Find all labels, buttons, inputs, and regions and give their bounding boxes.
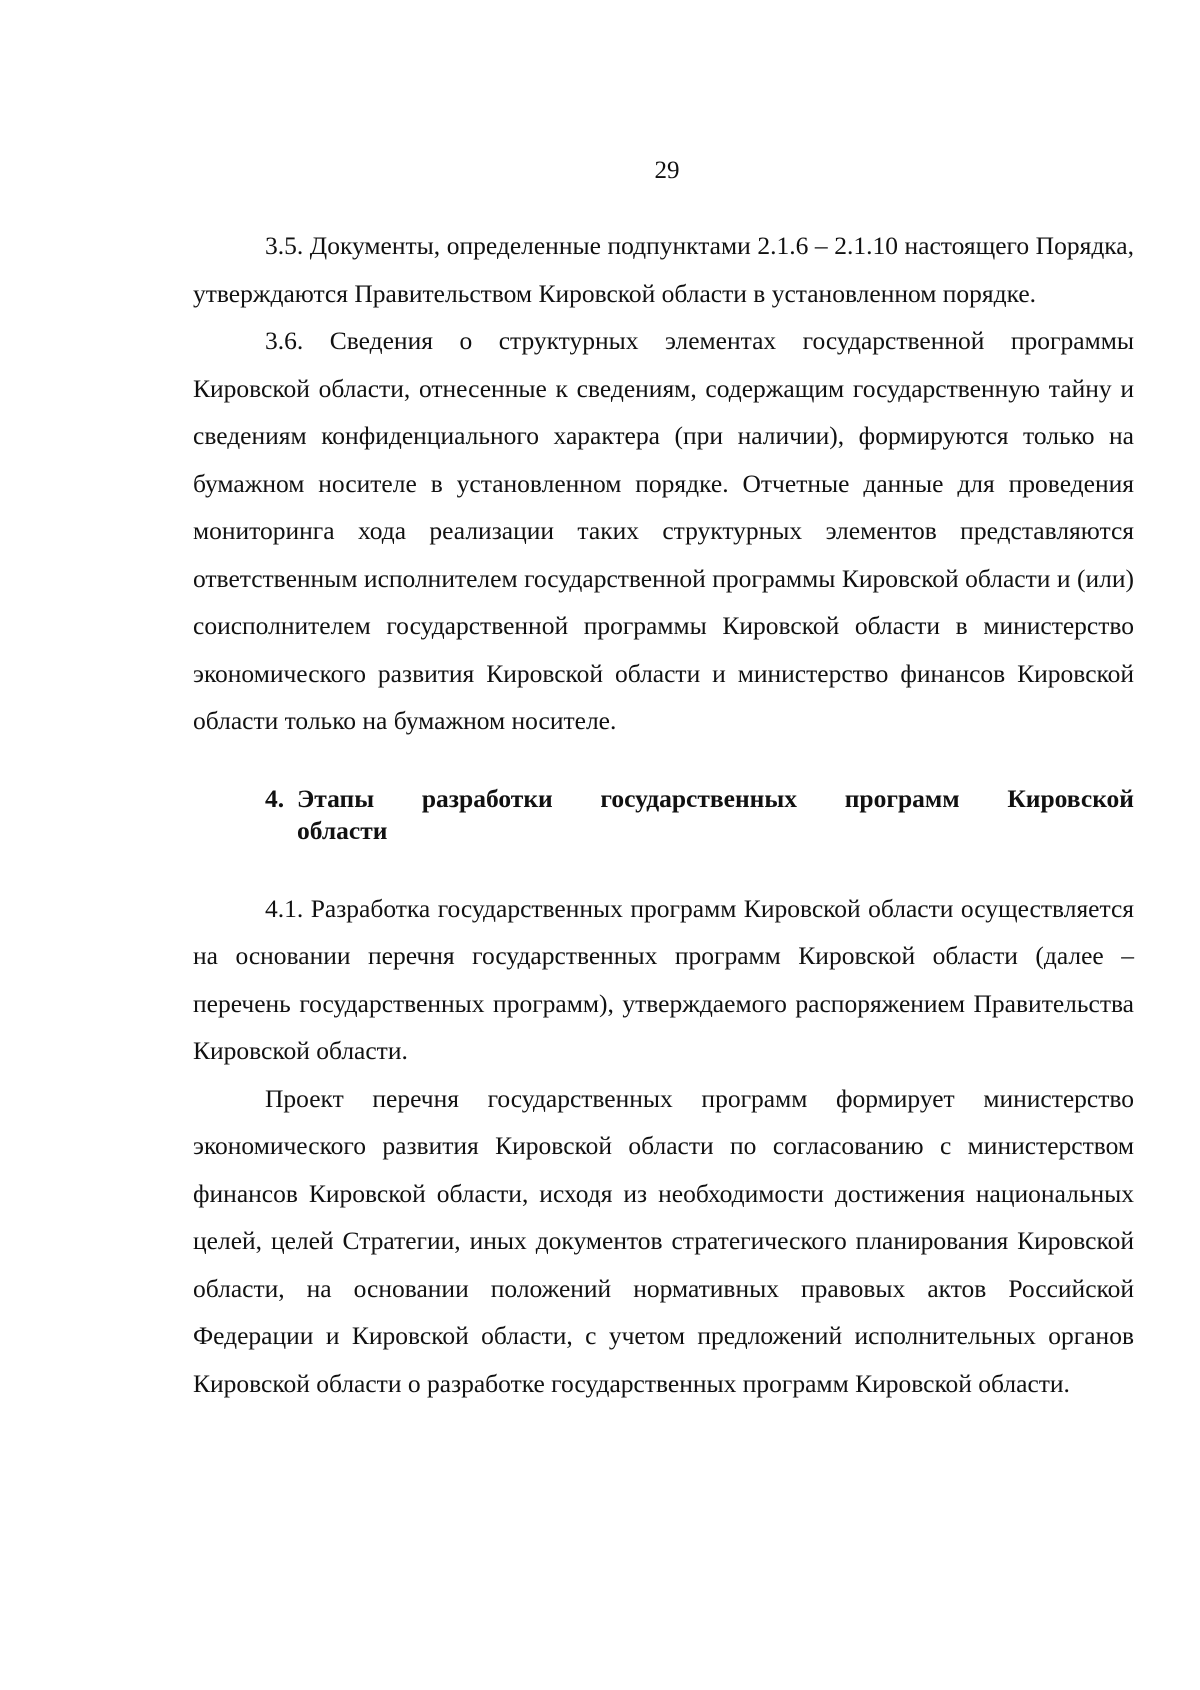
section-4-title (297, 783, 1134, 847)
section-4-title-line-1: Этапы разработки государственных программ Кировской (297, 783, 1134, 813)
page-number: 29 (654, 157, 680, 184)
section-4-heading (193, 783, 1134, 847)
document-body (193, 222, 1134, 1407)
paragraph-3-5: 3.5. Документы, определенные подпунктами 2.1.6 – 2.1.10 настоящего Порядка, утверждаются Правительством Кировской области в установленном порядке. (193, 231, 1134, 308)
section-4-body (193, 885, 1134, 1408)
paragraph-project-list: Проект перечня государственных программ формирует министерство экономического развития Кировской области по согласованию с министерством финансов Кировской области, исходя из необходимости достижения национальных целей, целей Стратегии, иных документов стратегического планирования Кировской области, на основании положений нормативных правовых актов Российской Федерации и Кировской области, с учетом предложений исполнительных органов Кировской области о разработке государственных программ Кировской области. (193, 1083, 1134, 1398)
paragraph-3-6: 3.6. Сведения о структурных элементах государственной программы Кировской области, отнесенные к сведениям, содержащим государственную тайну и сведениям конфиденциального характера (при наличии), формируются только на бумажном носителе в установленном порядке. Отчетные данные для проведения мониторинга хода реализации таких структурных элементов представляются ответственным исполнителем государственной программы Кировской области и (или) соисполнителем государственной программы Кировской области в министерство экономического развития Кировской области и министерство финансов Кировской области только на бумажном носителе. (193, 326, 1134, 735)
section-4-title-line-2: области (297, 815, 388, 845)
paragraph-4-1: 4.1. Разработка государственных программ Кировской области осуществляется на основании перечня государственных программ Кировской области (далее – перечень государственных программ), утверждаемого распоряжением Правительства Кировской области. (193, 893, 1134, 1065)
section-4-number: 4. (265, 783, 285, 813)
